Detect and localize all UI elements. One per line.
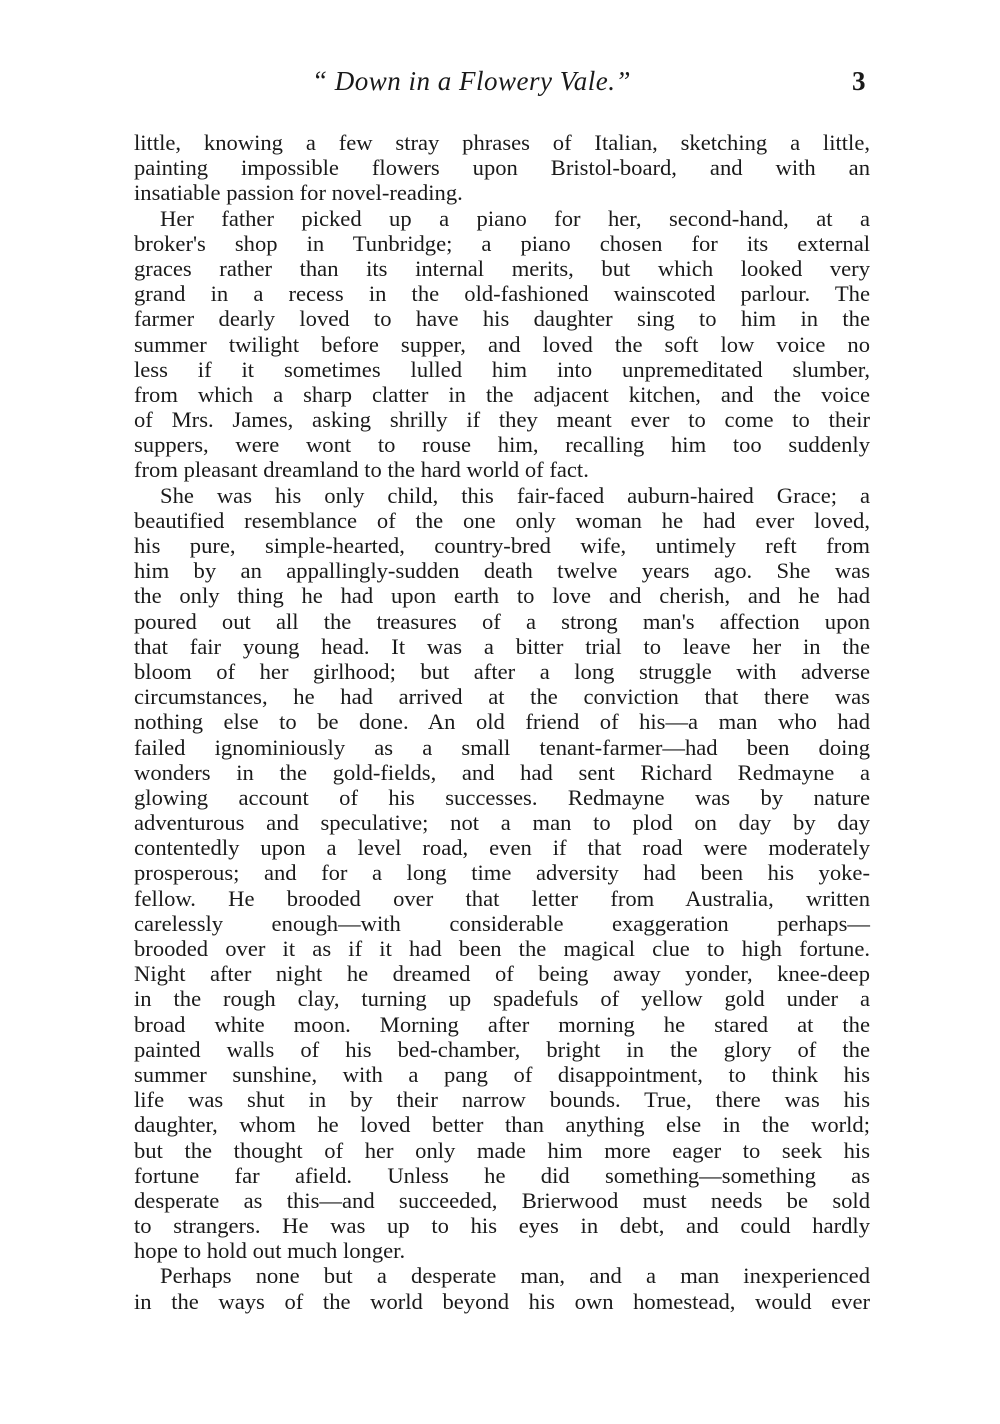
text-line: wonders in the gold-fields, and had sent Richard Redmayne a (134, 759, 870, 785)
text-line: daughter, whom he loved better than anything else in the world; (134, 1112, 870, 1138)
text-line: She was his only child, this fair-faced auburn-haired Grace; a (160, 482, 870, 508)
text-line: that fair young head. It was a bitter trial to leave her in the (134, 633, 870, 659)
text-line: prosperous; and for a long time adversity had been his yoke- (134, 860, 870, 886)
text-line: from pleasant dreamland to the hard world of fact. (134, 457, 589, 483)
text-line: grand in a recess in the old-fashioned wainscoted parlour. The (134, 281, 870, 307)
text-line: broad white moon. Morning after morning he stared at the (134, 1011, 870, 1037)
text-line: Her father picked up a piano for her, second-hand, at a (160, 205, 870, 231)
text-line: glowing account of his successes. Redmayne was by nature (134, 784, 870, 810)
text-line: of Mrs. James, asking shrilly if they meant ever to come to their (134, 407, 870, 433)
text-line: hope to hold out much longer. (134, 1238, 406, 1264)
text-line: broker's shop in Tunbridge; a piano chosen for its external (134, 230, 870, 256)
text-line: beautified resemblance of the one only woman he had ever loved, (134, 507, 870, 533)
text-line: suppers, were wont to rouse him, recalling him too suddenly (134, 432, 870, 458)
text-line: nothing else to be done. An old friend of his—a man who had (134, 709, 870, 735)
text-line: poured out all the treasures of a strong man's affection upon (134, 608, 870, 634)
text-line: desperate as this—and succeeded, Brierwood must needs be sold (134, 1187, 870, 1213)
running-title: “ Down in a Flowery Vale.” (312, 66, 632, 96)
paragraph (134, 483, 870, 1264)
text-line: him by an appallingly-sudden death twelve years ago. She was (134, 558, 870, 584)
text-line: his pure, simple-hearted, country-bred wife, untimely reft from (134, 533, 870, 558)
text-line: painting impossible flowers upon Bristol-board, and with an (134, 155, 870, 181)
text-line: little, knowing a few stray phrases of Italian, sketching a little, (134, 130, 870, 155)
text-line: farmer dearly loved to have his daughter sing to him in the (134, 306, 870, 332)
paragraph (134, 1263, 870, 1313)
text-line: to strangers. He was up to his eyes in debt, and could hardly (134, 1213, 870, 1239)
text-line: painted walls of his bed-chamber, bright in the glory of the (134, 1036, 870, 1062)
text-line: less if it sometimes lulled him into unpremeditated slumber, (134, 356, 870, 382)
text-line: circumstances, he had arrived at the conviction that there was (134, 684, 870, 710)
text-line: from which a sharp clatter in the adjacent kitchen, and the voice (134, 381, 870, 407)
body-text (134, 130, 870, 1314)
text-line: brooded over it as if it had been the magical clue to high fortune. (134, 936, 870, 961)
text-line: the only thing he had upon earth to love and cherish, and he had (134, 583, 870, 609)
text-line: contentedly upon a level road, even if that road were moderately (134, 835, 870, 861)
text-line: insatiable passion for novel-reading. (134, 180, 463, 206)
paragraph (134, 130, 870, 206)
text-line: summer twilight before supper, and loved the soft low voice no (134, 331, 870, 357)
text-line: but the thought of her only made him more eager to seek his (134, 1137, 870, 1163)
text-line: Night after night he dreamed of being away yonder, knee-deep (134, 961, 870, 987)
text-line: in the ways of the world beyond his own homestead, would ever (134, 1288, 870, 1314)
text-line: in the rough clay, turning up spadefuls of yellow gold under a (134, 986, 870, 1012)
text-line: Perhaps none but a desperate man, and a man inexperienced (160, 1263, 870, 1289)
text-line: summer sunshine, with a pang of disappointment, to think his (134, 1061, 870, 1087)
text-line: carelessly enough—with considerable exaggeration perhaps— (134, 910, 870, 936)
running-head (0, 66, 1000, 106)
text-line: fortune far afield. Unless he did something—something as (134, 1162, 870, 1188)
paragraph (134, 206, 870, 483)
page-number: 3 (852, 66, 866, 96)
text-line: bloom of her girlhood; but after a long struggle with adverse (134, 658, 870, 684)
text-line: failed ignominiously as a small tenant-farmer—had been doing (134, 734, 870, 760)
text-line: graces rather than its internal merits, but which looked very (134, 255, 870, 281)
text-line: fellow. He brooded over that letter from Australia, written (134, 885, 870, 911)
text-line: life was shut in by their narrow bounds. True, there was his (134, 1087, 870, 1113)
text-line: adventurous and speculative; not a man to plod on day by day (134, 810, 870, 836)
